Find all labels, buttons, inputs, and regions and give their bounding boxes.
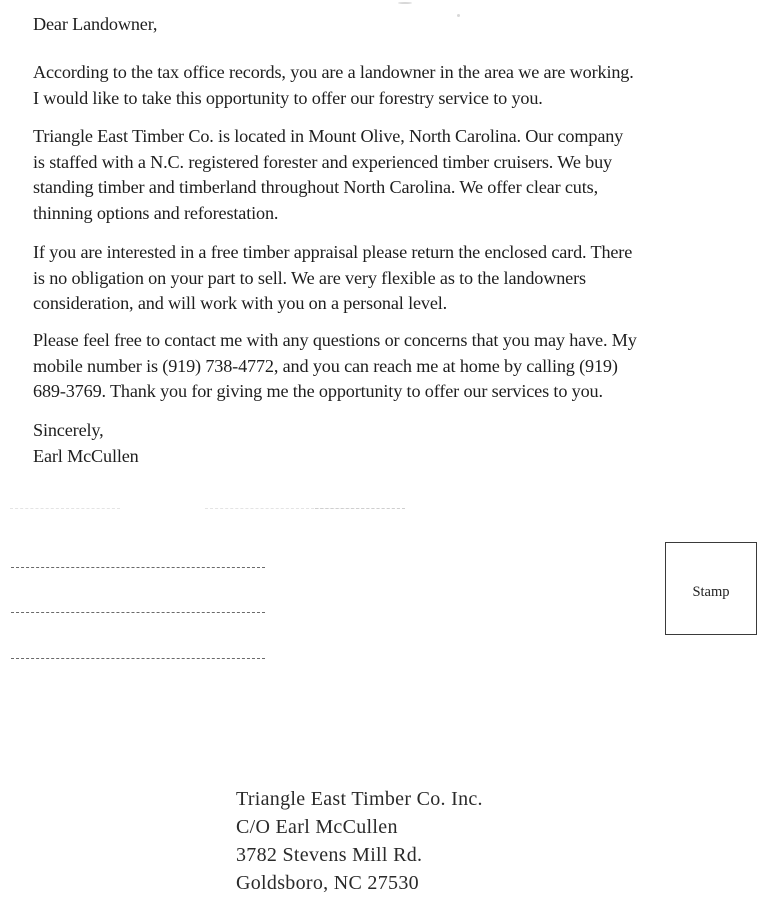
scan-speck [398,2,412,4]
paragraph-line: mobile number is (919) 738-4772, and you can reach me at home by calling (919) [33,355,618,376]
paragraph-line: If you are interested in a free timber appraisal please return the enclosed card. There [33,242,633,262]
paragraph-contact [33,328,637,405]
paragraph-line: standing timber and timberland throughout North Carolina. We offer clear cuts, [33,177,598,197]
return-address-attention: C/O Earl McCullen [236,816,398,838]
paragraph-appraisal [33,240,632,317]
paragraph-company [33,124,623,226]
perforation-line [315,508,405,509]
return-address-city: Goldsboro, NC 27530 [236,872,419,894]
perforation-line [10,508,120,509]
address-line-2[interactable] [11,612,265,613]
address-line-3[interactable] [11,658,265,659]
paragraph-line: thinning options and reforestation. [33,202,279,223]
paragraph-line: According to the tax office records, you are a landowner in the area we are working. [33,62,634,82]
closing-block [33,418,139,469]
paragraph-line: is staffed with a N.C. registered forester and experienced timber cruisers. We buy [33,151,612,172]
return-address-company: Triangle East Timber Co. Inc. [236,788,483,810]
paragraph-line: Please feel free to contact me with any questions or concerns that you may have. My [33,330,637,350]
address-line-1[interactable] [11,567,265,568]
signature: Earl McCullen [33,445,139,466]
scan-speck [457,14,460,17]
return-address-street: 3782 Stevens Mill Rd. [236,844,423,866]
paragraph-line: consideration, and will work with you on a personal level. [33,293,448,313]
stamp-label: Stamp [692,584,730,600]
paragraph-line: 689-3769. Thank you for giving me the opportunity to offer our services to you. [33,381,603,401]
paragraph-intro [33,60,634,111]
closing: Sincerely, [33,420,104,440]
stamp-box [665,542,757,635]
paragraph-line: is no obligation on your part to sell. We are very flexible as to the landowners [33,267,586,288]
paragraph-line: Triangle East Timber Co. is located in Mount Olive, North Carolina. Our company [33,126,624,146]
salutation: Dear Landowner, [33,14,158,34]
return-address [236,785,483,897]
paragraph-line: I would like to take this opportunity to offer our forestry service to you. [33,87,543,108]
